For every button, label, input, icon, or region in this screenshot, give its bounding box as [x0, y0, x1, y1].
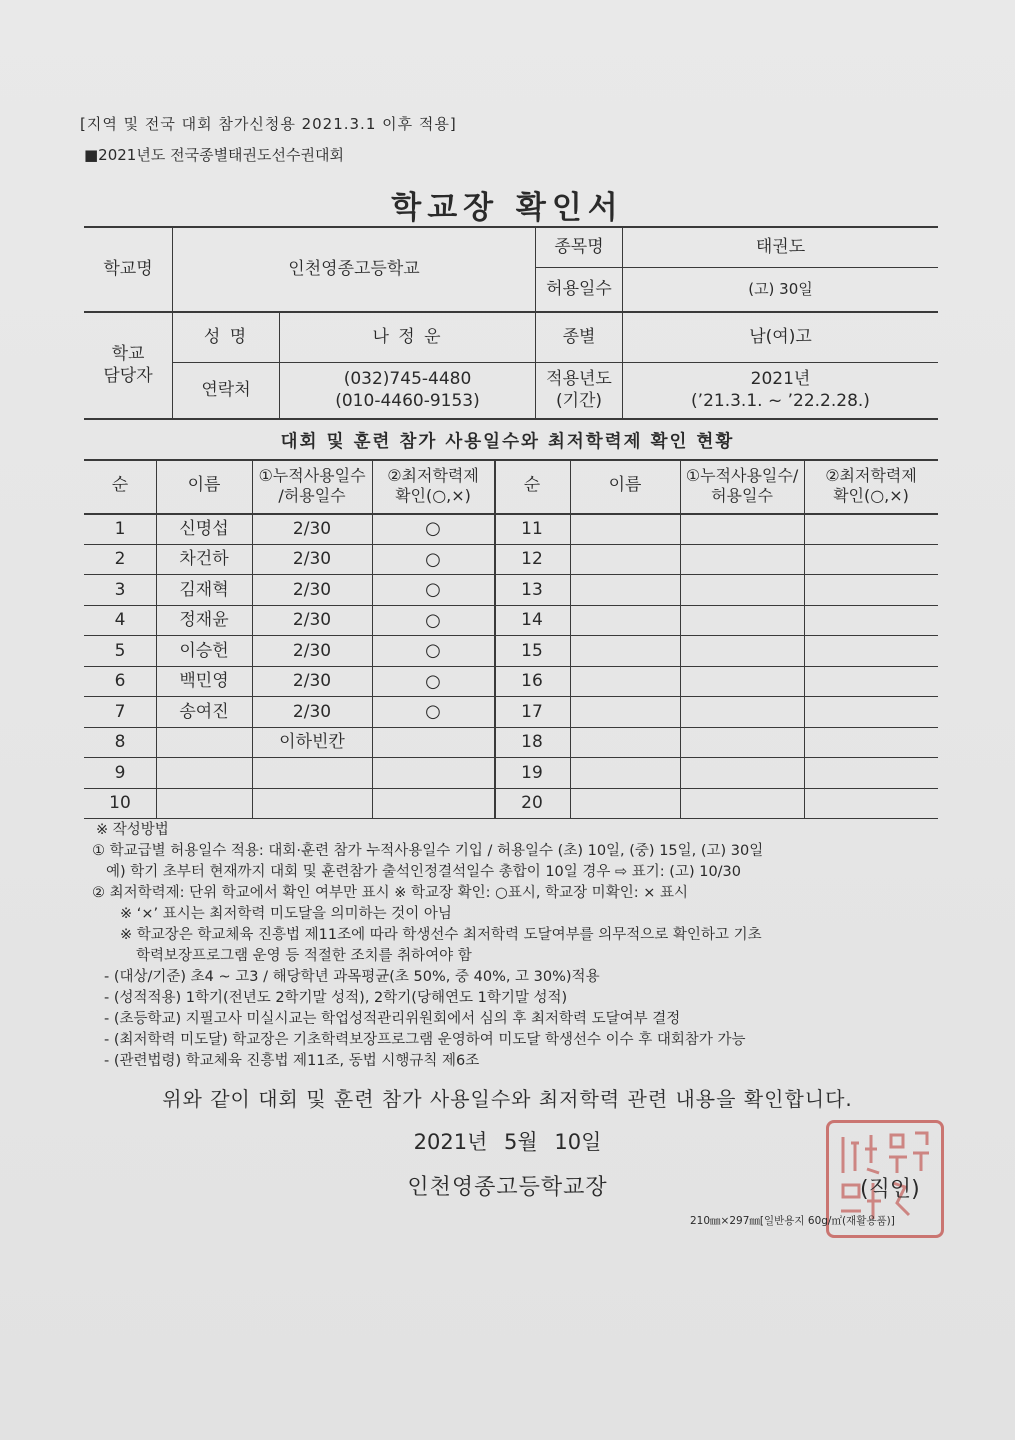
used-days: [680, 606, 804, 637]
header-name-left: 이름: [187, 475, 221, 496]
row-number: 10: [109, 793, 131, 814]
athlete-name: [570, 758, 680, 789]
min-academic-check: ○: [425, 548, 441, 570]
row-number: 20: [521, 793, 543, 814]
athlete-name: 신명섭: [179, 518, 229, 539]
row-number: 17: [521, 701, 543, 722]
athlete-name: [570, 697, 680, 728]
min-academic-check: [804, 606, 938, 637]
row-number: 6: [114, 671, 126, 692]
header-no-right: 순: [523, 475, 541, 496]
used-days: [252, 789, 372, 820]
category-label: 종별: [562, 326, 596, 347]
row-number: 19: [521, 762, 543, 783]
athlete-name: [570, 636, 680, 667]
min-academic-check: ○: [425, 518, 441, 539]
row-number: 2: [114, 549, 126, 570]
used-days: [680, 636, 804, 667]
athlete-name: [570, 545, 680, 576]
used-days: [252, 758, 372, 789]
athlete-name: 차건하: [179, 549, 229, 570]
contact: (032)745-4480 (010-4460-9153): [335, 369, 480, 411]
school-name-label: 학교명: [103, 258, 153, 279]
year-label: 적용년도 (기간): [546, 369, 612, 411]
table-border: [84, 513, 938, 515]
min-academic-check: [372, 728, 494, 759]
issue-date: 2021년 5월 10일: [413, 1130, 602, 1154]
principal-name: 인천영종고등학교장: [407, 1175, 608, 1200]
header-name-right: 이름: [608, 475, 642, 496]
used-days: [680, 789, 804, 820]
athlete-name: 백민영: [179, 671, 229, 692]
used-days: 2/30: [292, 549, 332, 570]
note-line: ※ ‘×’ 표시는 최저학력 미도달을 의미하는 것이 아님: [120, 906, 452, 922]
sport-label: 종목명: [554, 236, 604, 257]
athlete-name: 김재혁: [179, 579, 229, 600]
row-number: 14: [521, 610, 543, 631]
row-divider: [84, 574, 938, 575]
used-days: 2/30: [292, 518, 332, 539]
min-academic-check: ○: [425, 640, 441, 661]
min-academic-check: [804, 789, 938, 820]
used-days: [680, 728, 804, 759]
used-days: 이하빈칸: [279, 732, 345, 753]
athlete-name: [570, 789, 680, 820]
row-number: 18: [521, 732, 543, 753]
athlete-name: [156, 728, 252, 759]
used-days: 2/30: [292, 640, 332, 661]
year-period: 2021년 (’21.3.1. ~ ’22.2.28.): [691, 369, 870, 411]
min-academic-check: [804, 636, 938, 667]
category: 남(여)고: [749, 326, 812, 347]
used-days: [680, 575, 804, 606]
note-line: - (초등학교) 지필고사 미실시교는 학업성적관리위원회에서 심의 후 최저학력 도달여부 결정: [104, 1011, 681, 1027]
row-number: 5: [114, 640, 126, 661]
used-days: [680, 545, 804, 576]
used-days: [680, 514, 804, 545]
athlete-name: [156, 758, 252, 789]
min-academic-check: [804, 545, 938, 576]
min-academic-check: [804, 758, 938, 789]
note-line: 학력보장프로그램 운영 등 적절한 조치를 취하여야 함: [136, 948, 472, 964]
row-divider: [84, 666, 938, 667]
row-number: 4: [114, 610, 126, 631]
row-divider: [84, 544, 938, 545]
row-number: 7: [114, 701, 126, 722]
row-divider: [84, 635, 938, 636]
min-academic-check: [372, 758, 494, 789]
used-days: 2/30: [292, 671, 332, 692]
used-days: 2/30: [292, 610, 332, 631]
column-divider: [570, 459, 571, 818]
school-name: 인천영종고등학교: [288, 258, 420, 279]
athlete-name: [570, 514, 680, 545]
row-divider: [84, 788, 938, 789]
athlete-name: [570, 575, 680, 606]
contact-label: 연락처: [201, 379, 251, 400]
column-divider: [680, 459, 681, 818]
header-min-left: ②최저학력제 확인(○,×): [387, 466, 479, 505]
row-divider: [84, 727, 938, 728]
status-title: 대회 및 훈련 참가 사용일수와 최저학력제 확인 현황: [280, 432, 735, 452]
used-days: 2/30: [292, 579, 332, 600]
used-days: [680, 667, 804, 698]
column-divider: [372, 459, 373, 818]
column-divider: [252, 459, 253, 818]
note-line: - (관련법령) 학교체육 진흥법 제11조, 동법 시행규칙 제6조: [104, 1053, 480, 1069]
row-divider: [84, 696, 938, 697]
used-days: 2/30: [292, 701, 332, 722]
min-academic-check: [804, 728, 938, 759]
used-days: [680, 758, 804, 789]
note-line: ※ 작성방법: [96, 822, 169, 838]
paper-spec: 210㎜×297㎜[일반용지 60g/㎡(재활용품)]: [690, 1215, 895, 1227]
min-academic-check: ○: [425, 701, 441, 722]
min-academic-check: [804, 697, 938, 728]
min-academic-check: ○: [425, 579, 441, 600]
row-number: 13: [521, 579, 543, 600]
table-border: [84, 459, 938, 461]
sport: 태권도: [755, 236, 806, 257]
header-days-left: ①누적사용일수 /허용일수: [258, 466, 366, 505]
row-divider: [84, 818, 938, 819]
used-days: [680, 697, 804, 728]
row-number: 15: [521, 640, 543, 661]
row-number: 3: [114, 579, 126, 600]
row-divider: [84, 605, 938, 606]
header-min-right: ②최저학력제 확인(○,×): [825, 466, 917, 505]
allowed-days-label: 허용일수: [546, 278, 612, 299]
min-academic-check: ○: [425, 609, 441, 631]
note-line: 예) 학기 초부터 현재까지 대회 및 훈련참가 출석인정결석일수 총합이 10일 경우 ⇨ 표기: (고) 10/30: [106, 864, 742, 880]
column-divider: [156, 459, 157, 818]
writing-instructions: [92, 820, 952, 1072]
min-academic-check: [804, 575, 938, 606]
document-title: 학교장 확인서: [391, 190, 624, 226]
column-divider: [494, 459, 496, 818]
row-number: 12: [521, 549, 543, 570]
manager-label: 학교 담당자: [103, 344, 153, 386]
row-divider: [84, 757, 938, 758]
allowed-days: (고) 30일: [748, 280, 813, 299]
row-number: 11: [521, 518, 543, 539]
note-line: - (성적적용) 1학기(전년도 2학기말 성적), 2학기(당해연도 1학기말 성적): [104, 990, 568, 1006]
athlete-name: [570, 606, 680, 637]
min-academic-check: ○: [425, 670, 441, 692]
row-number: 8: [114, 732, 126, 753]
header-days-right: ①누적사용일수/ 허용일수: [685, 466, 799, 505]
note-line: ② 최저학력제: 단위 학교에서 확인 여부만 표시 ※ 학교장 확인: ○표시, 학교장 미확인: × 표시: [92, 885, 688, 901]
athlete-name: 정재윤: [179, 610, 229, 631]
confirmation-statement: 위와 같이 대회 및 훈련 참가 사용일수와 최저학력 관련 내용을 확인합니다.: [162, 1087, 853, 1111]
row-number: 16: [521, 671, 543, 692]
note-line: - (대상/기준) 초4 ~ 고3 / 해당학년 과목평균(초 50%, 중 40%, 고 30%)적용: [104, 969, 600, 985]
column-divider: [804, 459, 805, 818]
row-number: 9: [114, 762, 126, 783]
header-no-left: 순: [111, 475, 129, 496]
name-label: 성 명: [203, 326, 249, 347]
note-line: - (최저학력 미도달) 학교장은 기초학력보장프로그램 운영하여 미도달 학생선수 이수 후 대회참가 가능: [104, 1032, 746, 1048]
athlete-name: [570, 667, 680, 698]
athlete-name: 이승헌: [179, 640, 229, 661]
athlete-name: 송여진: [179, 701, 229, 722]
status-table: [84, 459, 938, 819]
athlete-name: [570, 728, 680, 759]
note-line: ① 학교급별 허용일수 적용: 대회·훈련 참가 누적사용일수 기입 / 허용일수 (초) 10일, (중) 15일, (고) 30일: [92, 843, 764, 859]
scope-note: [지역 및 전국 대회 참가신청용 2021.3.1 이후 적용]: [80, 115, 457, 133]
seal-label: (직인): [860, 1177, 920, 1202]
note-line: ※ 학교장은 학교체육 진흥법 제11조에 따라 학생선수 최저학력 도달여부를 의무적으로 확인하고 기초: [120, 927, 762, 943]
event-name: ■2021년도 전국종별태권도선수권대회: [84, 146, 344, 164]
athlete-name: [156, 789, 252, 820]
row-number: 1: [114, 518, 126, 539]
min-academic-check: [804, 514, 938, 545]
min-academic-check: [804, 667, 938, 698]
manager-name: 나 정 운: [372, 326, 443, 347]
min-academic-check: [372, 789, 494, 820]
